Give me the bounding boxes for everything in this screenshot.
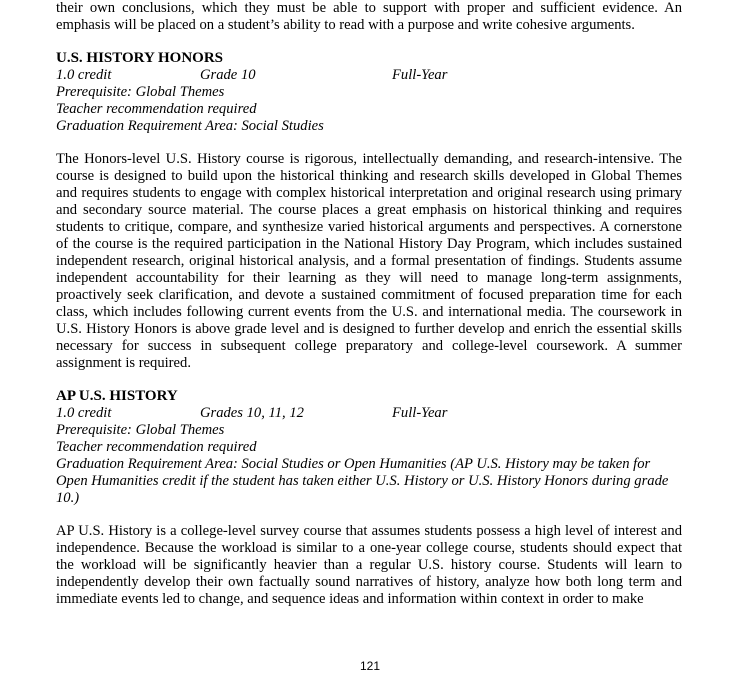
course-prerequisite: Prerequisite: Global Themes xyxy=(56,84,225,100)
course-prerequisite: Prerequisite: Global Themes xyxy=(56,422,225,438)
course-title: U.S. HISTORY HONORS xyxy=(56,50,224,66)
course-title: AP U.S. HISTORY xyxy=(56,388,178,404)
course-credit: 1.0 credit xyxy=(56,405,112,421)
course-ap-us-history xyxy=(56,388,682,608)
course-description: AP U.S. History is a college-level survey course that assumes students possess a high level of interest and independence. Because the workload is similar to a one-year college course, students should expect that the workload will be significantly heavier than a regular U.S. history course. Students will learn to independently develop their own factually sound narratives of history, analyze how both long term and immediate events led to change, and sequence ideas and information within context in order to make xyxy=(56,523,682,607)
course-graduation-requirement: Graduation Requirement Area: Social Studies or Open Humanities (AP U.S. History may be taken for Open Humanities credit if the student has taken either U.S. History or U.S. History Honors during grade 10.) xyxy=(56,456,669,506)
course-info-row xyxy=(56,405,682,422)
document-page xyxy=(56,0,682,608)
course-meta xyxy=(56,405,682,507)
course-info-row xyxy=(56,67,682,84)
course-grade: Grades 10, 11, 12 xyxy=(200,405,304,421)
intro-paragraph: their own conclusions, which they must be able to support with proper and sufficient evidence. An emphasis will be placed on a student’s ability to read with a purpose and write cohesive arguments. xyxy=(56,0,682,33)
page-number: 121 xyxy=(359,659,381,673)
course-graduation-requirement: Graduation Requirement Area: Social Studies xyxy=(56,118,324,134)
course-recommendation: Teacher recommendation required xyxy=(56,439,257,455)
course-duration: Full-Year xyxy=(392,405,448,421)
course-credit: 1.0 credit xyxy=(56,67,112,83)
course-meta xyxy=(56,67,682,135)
course-recommendation: Teacher recommendation required xyxy=(56,101,257,117)
course-duration: Full-Year xyxy=(392,67,448,83)
course-us-history-honors xyxy=(56,50,682,372)
course-grade: Grade 10 xyxy=(200,67,256,83)
course-description: The Honors-level U.S. History course is rigorous, intellectually demanding, and research-intensive. The course is designed to build upon the historical thinking and research skills developed in Global Themes and requires students to engage with complex historical interpretation and original research using primary and secondary source material. The course places a great emphasis on historical thinking and requires students to critique, compare, and synthesize varied historical arguments and perspectives. A cornerstone of the course is the required participation in the National History Day Program, which includes sustained independent research, original historical analysis, and a formal presentation of findings. Students assume independent accountability for their learning as they will need to manage long-term assignments, proactively seek clarification, and devote a sustained commitment of focused preparation time for each class, which includes following current events from the U.S. and international media. The coursework in U.S. History Honors is above grade level and is designed to further develop and enrich the essential skills necessary for success in subsequent college preparatory and college-level coursework. A summer assignment is required. xyxy=(56,151,682,371)
